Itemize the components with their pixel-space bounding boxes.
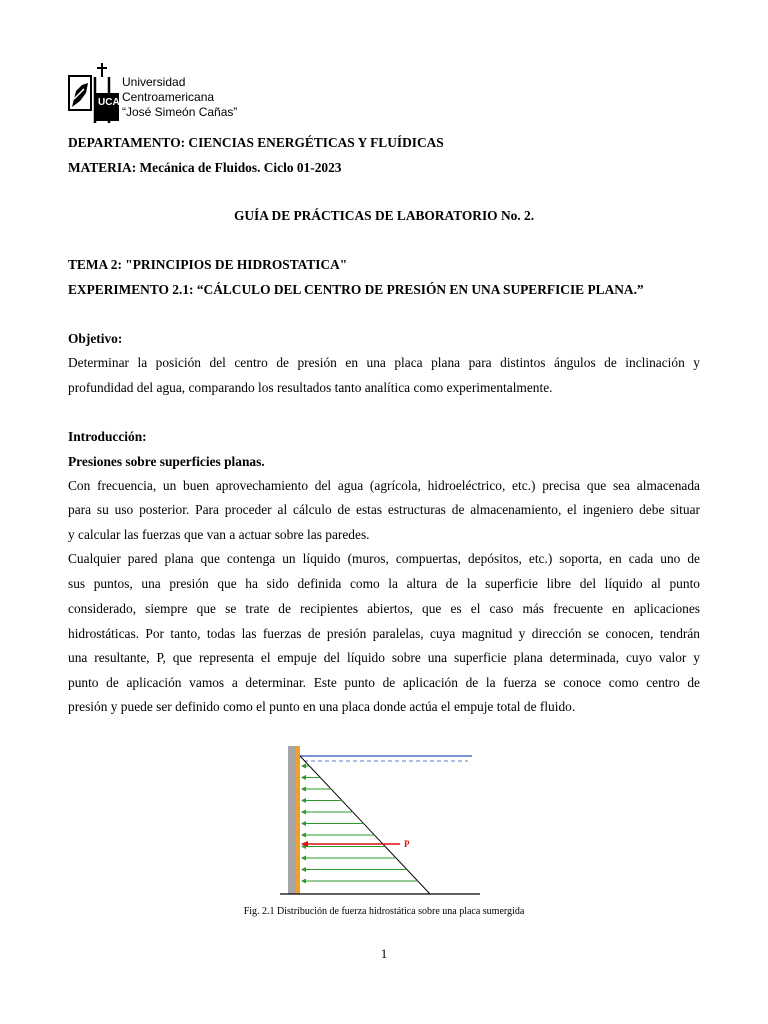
university-line-2: Centroamericana xyxy=(122,90,215,104)
page-number: 1 xyxy=(380,946,388,961)
objective-text-line: Determinar la posición del centro de presión en una placa plana para distintos ángulos de inclinación y xyxy=(68,355,700,370)
university-line-1: Universidad xyxy=(122,75,186,89)
objective-heading: Objetivo: xyxy=(68,331,123,346)
university-name xyxy=(122,75,237,120)
department-line: DEPARTAMENTO: CIENCIAS ENERGÉTICAS Y FLUÍDICAS xyxy=(68,135,444,150)
pressure-triangle-edge xyxy=(300,756,430,894)
intro-text-line: Con frecuencia, un buen aprovechamiento del agua (agrícola, hidroeléctrico, etc.) precisa que sea almacenada xyxy=(68,478,700,493)
pressure-arrowhead xyxy=(301,856,306,861)
guide-title: GUÍA DE PRÁCTICAS DE LABORATORIO No. 2. xyxy=(233,208,535,223)
intro-text-line: punto de aplicación vamos a determinar. Este punto de aplicación de la fuerza se conoce como centro de xyxy=(68,675,700,690)
pressure-arrowhead xyxy=(301,775,306,780)
pressure-arrowhead xyxy=(301,764,306,769)
intro-text-line: sus puntos, una presión que ha sido definida como la altura de la superficie libre del líquido al punto xyxy=(68,576,700,591)
pressure-distribution-diagram xyxy=(280,742,480,900)
pressure-arrowhead xyxy=(301,879,306,884)
pressure-arrowhead xyxy=(301,867,306,872)
pressure-arrowhead xyxy=(301,821,306,826)
pressure-arrowhead xyxy=(301,798,306,803)
topic-line: TEMA 2: "PRINCIPIOS DE HIDROSTATICA" xyxy=(68,257,348,272)
intro-text-line: una resultante, P, que representa el empuje del líquido sobre una superficie plana determinada, cuyo valor y xyxy=(68,650,700,665)
intro-text-line: Cualquier pared plana que contenga un líquido (muros, compuertas, depósitos, etc.) soporta, en cada uno de xyxy=(68,551,700,566)
objective-text-line: profundidad del agua, comparando los resultados tanto analítica como experimentalmente. xyxy=(68,380,553,395)
intro-text-line: para su uso posterior. Para proceder al cálculo de estas estructuras de almacenamiento, el ingeniero debe situar xyxy=(68,502,700,517)
uca-seal-icon xyxy=(68,63,120,125)
university-line-3: “José Simeón Cañas” xyxy=(122,105,238,119)
introduction-heading: Introducción: xyxy=(68,429,147,444)
intro-text-line: y calcular las fuerzas que van a actuar sobre las paredes. xyxy=(68,527,370,542)
introduction-subheading: Presiones sobre superficies planas. xyxy=(68,454,265,469)
experiment-line: EXPERIMENTO 2.1: “CÁLCULO DEL CENTRO DE PRESIÓN EN UNA SUPERFICIE PLANA.” xyxy=(68,282,644,297)
pressure-arrowhead xyxy=(301,810,306,815)
intro-text-line: hidrostáticas. Por tanto, todas las fuerzas de presión paralelas, cuya magnitud y dirección se conocen, tendrán xyxy=(68,626,700,641)
intro-text-line: considerado, siempre que se trate de recipientes abiertos, que es el caso más frecuente en aplicaciones xyxy=(68,601,700,616)
figure-caption: Fig. 2.1 Distribución de fuerza hidrostática sobre una placa sumergida xyxy=(243,906,525,917)
svg-text:UCA: UCA xyxy=(98,97,120,108)
wall xyxy=(288,746,296,894)
submerged-plate xyxy=(296,746,300,894)
pressure-arrows xyxy=(301,764,418,884)
pressure-arrowhead xyxy=(301,787,306,792)
pressure-arrowhead xyxy=(301,833,306,838)
resultant-label: P xyxy=(404,839,410,849)
hydrostatic-figure xyxy=(280,742,480,900)
subject-line: MATERIA: Mecánica de Fluidos. Ciclo 01-2023 xyxy=(68,160,342,175)
intro-text-line: presión y puede ser definido como el punto en una placa donde actúa el empuje total de fluido. xyxy=(68,699,576,714)
